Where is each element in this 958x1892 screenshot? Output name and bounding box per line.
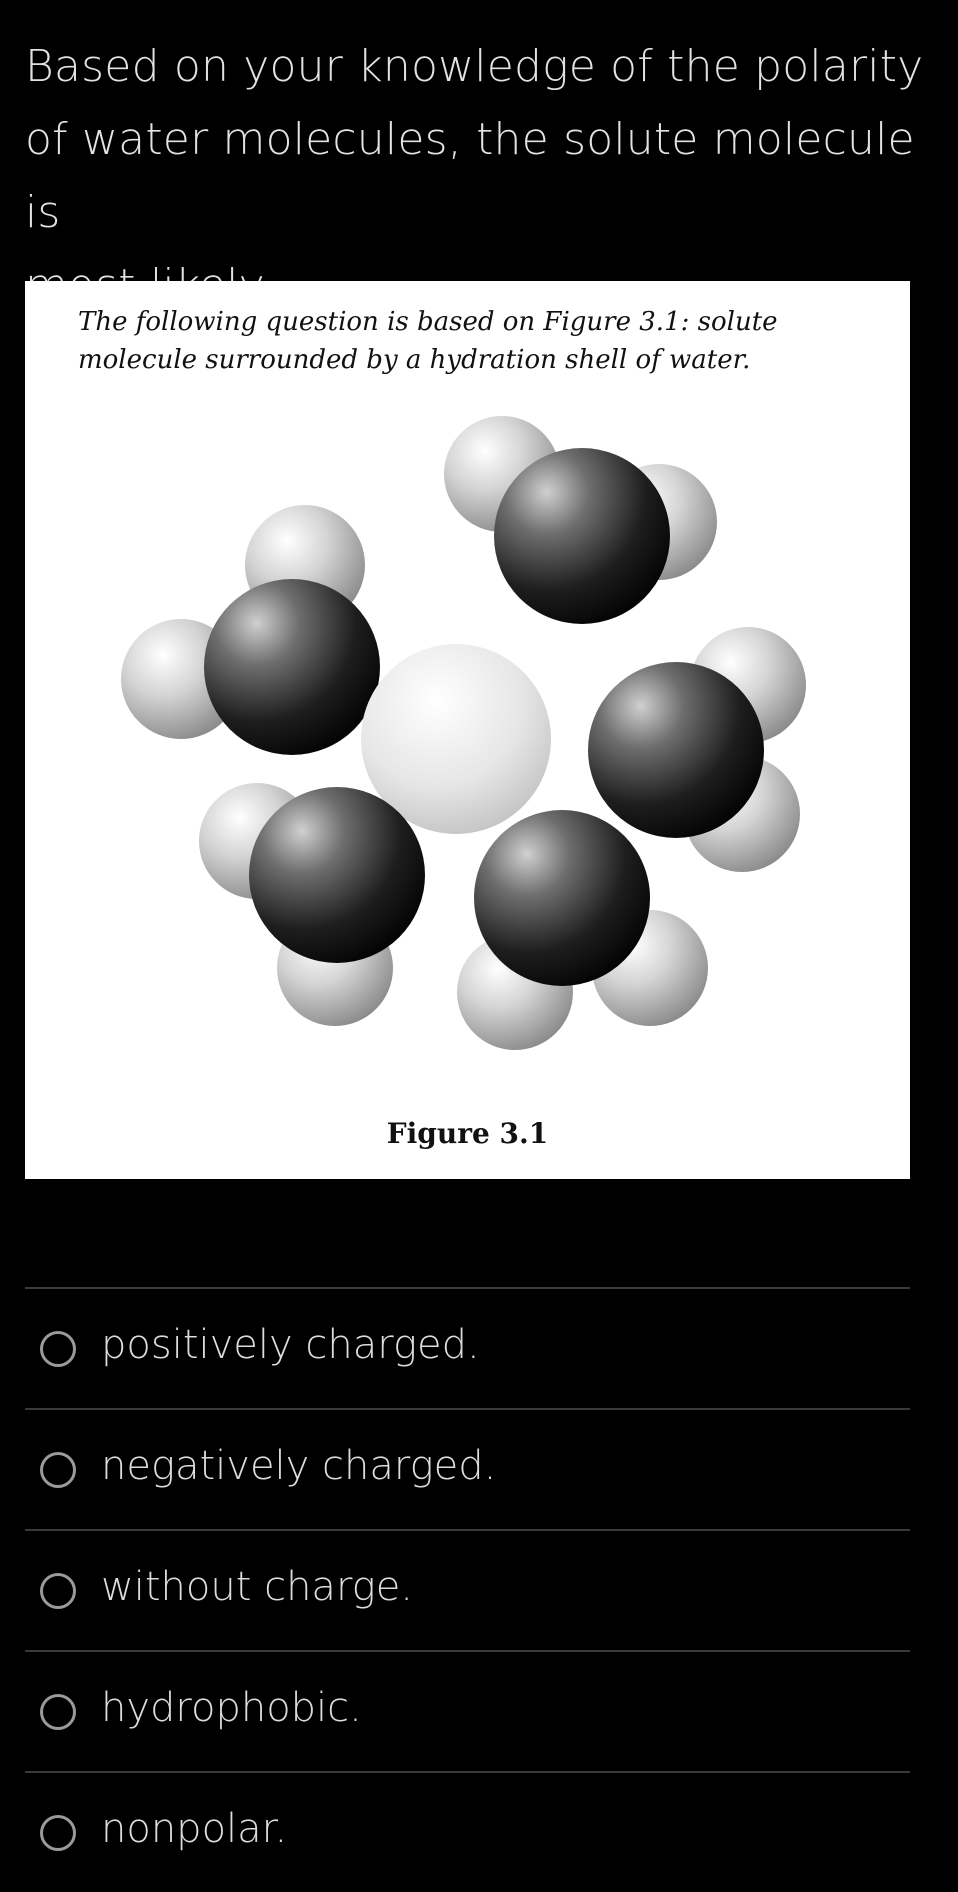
water-molecule-upper-left <box>121 505 380 755</box>
water-molecule-lower-right <box>457 810 708 1050</box>
oxygen-atom <box>204 579 380 755</box>
radio-button[interactable] <box>40 1694 76 1730</box>
figure-caption <box>78 303 838 379</box>
answer-option-label: nonpolar. <box>101 1806 288 1852</box>
figure-caption-line-2: molecule surrounded by a hydration shell of water. <box>78 345 751 375</box>
radio-button[interactable] <box>40 1452 76 1488</box>
figure-caption-line-1: The following question is based on Figure 3.1: solute <box>78 307 778 337</box>
answer-option-label: without charge. <box>101 1564 414 1610</box>
radio-button[interactable] <box>40 1331 76 1367</box>
question-text <box>25 30 925 322</box>
answer-option-without-charge[interactable] <box>25 1529 910 1650</box>
answer-option-positively-charged[interactable] <box>25 1287 910 1408</box>
answer-options <box>25 1287 910 1892</box>
oxygen-atom <box>474 810 650 986</box>
answer-option-negatively-charged[interactable] <box>25 1408 910 1529</box>
question-line-2: of water molecules, the solute molecule is <box>25 114 915 238</box>
oxygen-atom <box>588 662 764 838</box>
answer-option-label: hydrophobic. <box>101 1685 362 1731</box>
question-line-1: Based on your knowledge of the polarity <box>25 41 924 92</box>
radio-button[interactable] <box>40 1815 76 1851</box>
figure-image <box>25 281 910 1179</box>
hydration-shell-illustration <box>25 281 910 1179</box>
oxygen-atom <box>249 787 425 963</box>
water-molecule-top <box>444 416 717 624</box>
answer-option-hydrophobic[interactable] <box>25 1650 910 1771</box>
radio-button[interactable] <box>40 1573 76 1609</box>
answer-option-label: negatively charged. <box>101 1443 497 1489</box>
figure-label: Figure 3.1 <box>386 1117 549 1150</box>
oxygen-atom <box>494 448 670 624</box>
answer-option-nonpolar[interactable] <box>25 1771 910 1892</box>
answer-option-label: positively charged. <box>101 1322 480 1368</box>
water-molecule-lower-left <box>199 783 425 1026</box>
